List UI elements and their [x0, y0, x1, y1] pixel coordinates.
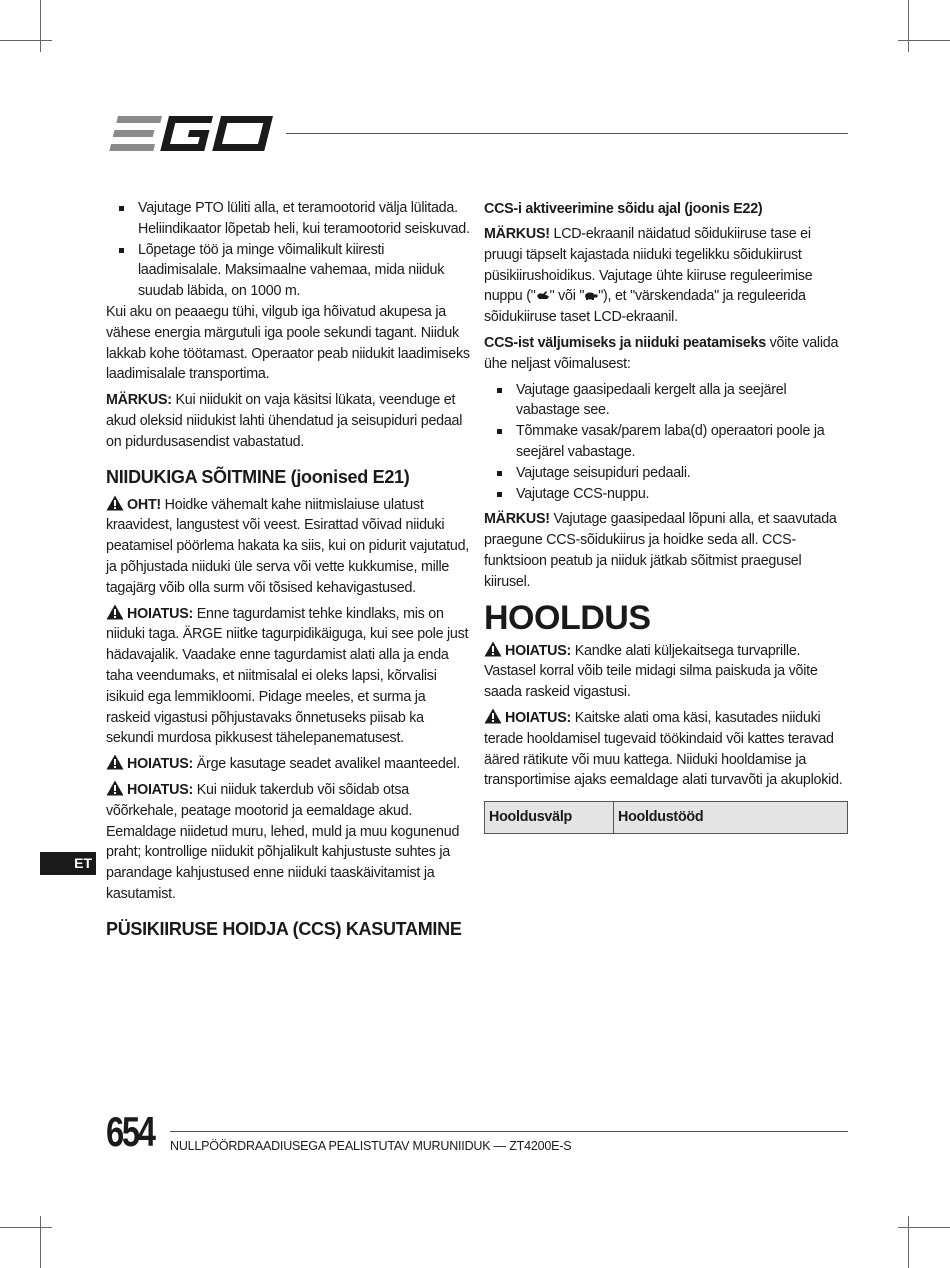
language-tab: ET [40, 852, 96, 875]
warning-paragraph: HOIATUS: Ärge kasutage seadet avalikel maanteedel. [106, 754, 470, 775]
footer-title: NULLPÖÖRDRAADIUSEGA PEALISTUTAV MURUNIIDUK — ZT4200E-S [170, 1139, 572, 1153]
note-paragraph: MÄRKUS: Kui niidukit on vaja käsitsi lükata, veenduge et akud oleksid niidukist lahti ühendatud ja seisupiduri pedaal on pidurdusasendist vabastatud. [106, 392, 463, 450]
crop-mark [898, 1227, 950, 1228]
bullet-icon [119, 248, 124, 253]
warning-triangle-icon [106, 495, 124, 511]
bullet-icon [497, 471, 502, 476]
warning-label: HOIATUS: [127, 756, 194, 773]
maintenance-table [484, 801, 848, 834]
battery-paragraph: Kui aku on peaaegu tühi, vilgub iga hõivatud akupesa ja vähese energia märgutuli iga poole sekundi tagant. Niiduk lakkab kohe töötamast. Operaator peab niidukit laadimiseks laadimisalale transportima. [106, 303, 470, 383]
warning-paragraph: HOIATUS: Kaitske alati oma käsi, kasutades niiduki terade hooldamisel tugevaid töökindaid või kattes teravad ääred rätikute või muu kattega. Niiduki hooldamise ja transportimise ajaks eemaldage alati turvavõti ja akuplokid. [484, 709, 843, 789]
crop-mark [40, 1216, 41, 1268]
turtle-speed-icon [584, 290, 598, 300]
table-header-cell: Hooldustööd [614, 802, 848, 834]
bullet-list [106, 198, 470, 302]
crop-mark [0, 40, 52, 41]
list-item: Vajutage CCS-nuppu. [484, 484, 850, 505]
warning-triangle-icon [106, 604, 124, 620]
warning-paragraph: HOIATUS: Kandke alati küljekaitsega turvaprille. Vastasel korral võib teile midagi silma paiskuda ja võite saada raskeid vigastusi. [484, 642, 818, 701]
table-header-row [485, 802, 848, 834]
warning-triangle-icon [484, 641, 502, 657]
rabbit-speed-icon [536, 290, 550, 300]
footer-rule [170, 1131, 848, 1132]
left-column [106, 198, 470, 947]
exit-options-list [484, 380, 850, 505]
warning-paragraph: HOIATUS: Kui niiduk takerdub või sõidab otsa võõrkehale, peatage mootorid ja eemaldage akud. Eemaldage niidetud muru, lehed, muld ja muu kogunenud praht; kontrollige niidukit põhjalikult kahjustuste suhtes ja parandage kahjustused enne niiduki taaskäivitamist ja kasutamist. [106, 781, 460, 902]
bullet-icon [497, 492, 502, 497]
note-label: MÄRKUS! [484, 511, 550, 528]
note-paragraph: MÄRKUS! Vajutage gaasipedaal lõpuni alla, et saavutada praegune CCS-sõidukiirus ja hoidke seda all. CCS-funktsioon peatub ja niiduk jätkab sõitmist praegusel kiirusel. [484, 511, 837, 590]
list-item: Tõmmake vasak/parem laba(d) operaatori poole ja seejärel vabastage. [484, 421, 850, 463]
warning-label: HOIATUS: [505, 709, 572, 726]
list-item: Vajutage gaasipedaali kergelt alla ja seejärel vabastage see. [484, 380, 850, 422]
crop-mark [40, 0, 41, 52]
crop-mark [0, 1227, 52, 1228]
ego-logo [106, 112, 278, 156]
danger-label: OHT! [127, 496, 161, 513]
list-item: Vajutage PTO lüliti alla, et teramootorid välja lülitada. Heliindikaator lõpetab heli, kui teramootorid seiskuvad. [106, 198, 470, 240]
exit-paragraph: CCS-ist väljumiseks ja niiduki peatamiseks võite valida ühe neljast võimalusest: [484, 334, 839, 372]
page-number: 654 [106, 1108, 154, 1155]
warning-triangle-icon [106, 780, 124, 796]
note-label: MÄRKUS: [106, 392, 172, 409]
note-label: MÄRKUS! [484, 226, 550, 242]
section-heading-hooldus: HOOLDUS [484, 598, 651, 637]
crop-mark [908, 1216, 909, 1268]
list-item: Vajutage seisupiduri pedaali. [484, 463, 850, 484]
warning-triangle-icon [484, 708, 502, 724]
crop-mark [898, 40, 950, 41]
section-heading-driving: NIIDUKIGA SÕITMINE (joonised E21) [106, 466, 410, 487]
bullet-icon [497, 388, 502, 393]
danger-paragraph: OHT! Hoidke vähemalt kahe niitmislaiuse ulatust kraavidest, langustest või veest. Esirattad võivad niiduki peatamisel pöörlema hakata ka siis, kui on pidurit vajutatud, ja põhjustada niiduki üle serva või vette kukkumise, mille tagajärg võib olla surm või tõsised kehavigastused. [106, 496, 470, 596]
ccs-note-paragraph: MÄRKUS! LCD-ekraanil näidatud sõidukiiruse tase ei pruugi täpselt kajastada niiduki tegelikku sõidukiirust püsikiirushoidikus. Vajutage ühte kiiruse reguleerimise nuppu (" " või " "), et "värskendada" ja reguleerida sõidukiiruse taset LCD-ekraanil. [484, 226, 813, 326]
table-header-cell: Hooldusvälp [485, 802, 614, 834]
exit-bold: CCS-ist väljumiseks ja niiduki peatamiseks [484, 334, 766, 351]
bullet-icon [497, 429, 502, 434]
right-column [484, 198, 850, 834]
warning-paragraph: HOIATUS: Enne tagurdamist tehke kindlaks, mis on niiduki taga. ÄRGE niitke tagurpidikäiguga, kui see pole just hädavajalik. Vaadake enne tagurdamist alati alla ja enda taha veendumaks, et niitmisalal ei oleks lapsi, kõrvalisi isikuid ega lemmikloomi. Pidage meeles, et surma ja raskeid vigastusi põhjustavaks õnnetuseks piisab ka sekundi murdosa pikkusest tähelepanematusest. [106, 605, 469, 747]
ccs-subheading: CCS-i aktiveerimine sõidu ajal (joonis E22) [484, 201, 763, 217]
warning-label: HOIATUS: [127, 605, 194, 622]
bullet-icon [119, 206, 124, 211]
list-item: Lõpetage töö ja minge võimalikult kiiresti laadimisalale. Maksimaalne vahemaa, mida niiduk suudab läbida, on 1000 m. [106, 240, 470, 302]
warning-label: HOIATUS: [127, 781, 194, 798]
warning-triangle-icon [106, 754, 124, 770]
section-heading-ccs: PÜSIKIIRUSE HOIDJA (CCS) KASUTAMINE [106, 918, 462, 939]
crop-mark [908, 0, 909, 52]
warning-label: HOIATUS: [505, 642, 572, 659]
header-rule [286, 133, 848, 134]
